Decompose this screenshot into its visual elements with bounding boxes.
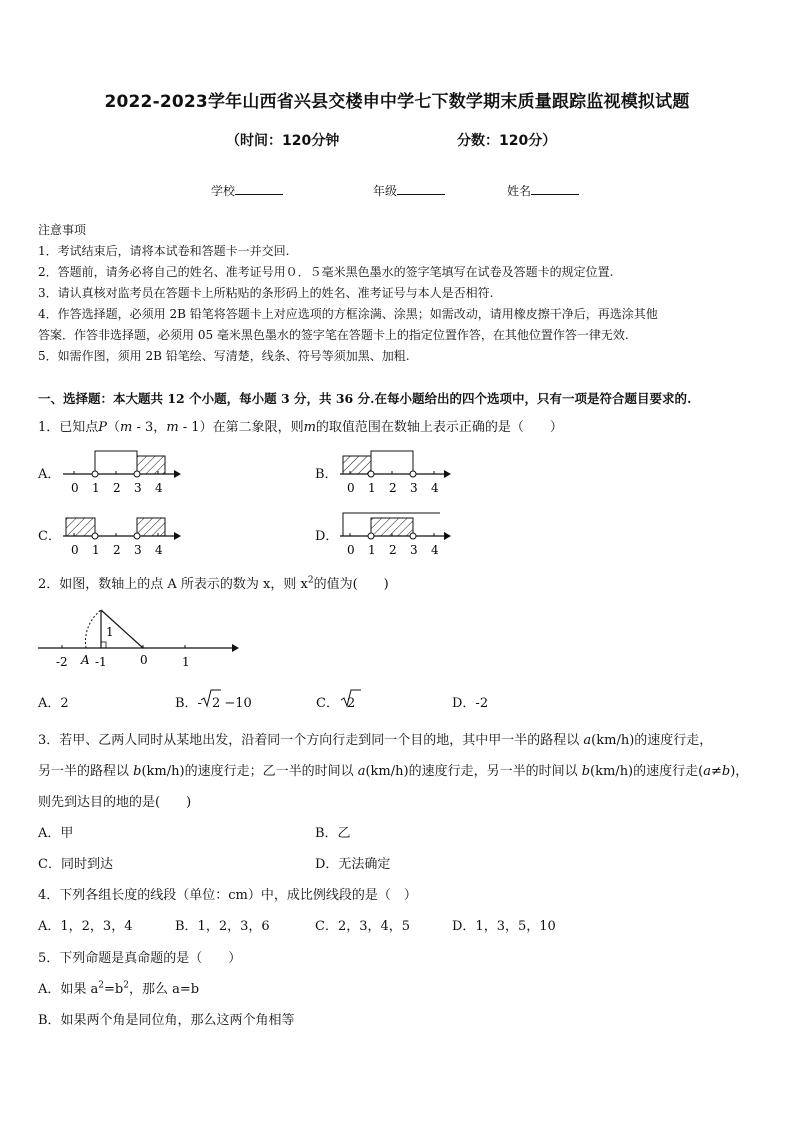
q5-text: ，那么 a=b bbox=[128, 982, 200, 997]
note-item: 答案．作答非选择题，必须用 05 毫米黑色墨水的签字笔在答题卡上的指定位置作答，在其他位置作答一律无效. bbox=[38, 328, 629, 342]
tick-label: -2 bbox=[56, 655, 68, 669]
note-item: 4．作答选择题，必须用 2B 铅笔将答题卡上对应选项的方框涂满、涂黑；如需改动，请用橡皮擦干净后，再选涂其他 bbox=[38, 307, 658, 321]
q3-text: (km/h)的速度行走( bbox=[590, 764, 704, 779]
q1-option-d-label: D． bbox=[315, 529, 339, 544]
q1-stem-a: 1．已知点 bbox=[38, 420, 99, 435]
exam-time: （时间：120分钟 bbox=[226, 133, 340, 149]
q4-option-b: B．1，2，3，6 bbox=[175, 919, 270, 934]
tick-label: 2 bbox=[113, 481, 121, 495]
tick-label: 4 bbox=[155, 481, 163, 495]
q3-line3: 则先到达目的地的是( ) bbox=[38, 795, 192, 810]
q3-condition: a≠b bbox=[703, 764, 731, 779]
note-item: 1．考试结束后，请将本试卷和答题卡一并交回. bbox=[38, 244, 290, 258]
q2-numberline-figure bbox=[38, 610, 239, 652]
tick-label: 0 bbox=[71, 543, 79, 557]
tick-label: 1 bbox=[368, 543, 376, 557]
q3-text: 3．若甲、乙两人同时从某地出发，沿着同一个方向行走到同一个目的地，其中甲一半的路程以 bbox=[38, 733, 584, 748]
q1-option-b-label: B． bbox=[315, 467, 338, 482]
notes-heading: 注意事项 bbox=[38, 223, 87, 237]
q3-var-b: b bbox=[133, 764, 142, 779]
q1-ticks-a bbox=[71, 481, 163, 495]
q2-option-c-radicand: 2 bbox=[346, 696, 356, 711]
tick-label: 3 bbox=[410, 481, 418, 495]
q3-option-b: B．乙 bbox=[315, 826, 351, 841]
q1-m: m bbox=[120, 420, 133, 435]
q1-numberline-d bbox=[340, 513, 451, 540]
q3-line1 bbox=[38, 729, 712, 748]
tick-label: 3 bbox=[134, 543, 142, 557]
tick-label: 1 bbox=[368, 481, 376, 495]
tick-label: 0 bbox=[347, 543, 355, 557]
q2-stem bbox=[38, 573, 389, 592]
q3-text: )， bbox=[730, 764, 749, 779]
q3-text: (km/h)的速度行走；乙一半的时间以 bbox=[141, 764, 358, 779]
q2-option-b-radicand: 2 bbox=[211, 696, 221, 711]
q2-option-b-pre: B．- bbox=[175, 696, 202, 711]
q1-ticks-d bbox=[347, 543, 439, 557]
q1-numberline-b bbox=[340, 451, 451, 478]
q2-option-c bbox=[316, 692, 355, 711]
tick-label: -1 bbox=[95, 655, 107, 669]
tick-label: 1 bbox=[92, 481, 100, 495]
tick-label: 2 bbox=[389, 543, 397, 557]
q3-line2 bbox=[38, 760, 748, 779]
q1-m: m bbox=[303, 420, 316, 435]
q2-option-c-pre: C． bbox=[316, 696, 339, 711]
tick-label: 2 bbox=[389, 481, 397, 495]
tick-label: 4 bbox=[431, 543, 439, 557]
q3-text: (km/h)的速度行走， bbox=[591, 733, 713, 748]
tick-label: 4 bbox=[431, 481, 439, 495]
tick-label: 0 bbox=[347, 481, 355, 495]
q4-option-c: C．2，3，4，5 bbox=[315, 919, 411, 934]
q3-var-b: b bbox=[581, 764, 591, 779]
q3-option-a: A．甲 bbox=[38, 826, 74, 841]
q3-text: 另一半的路程以 bbox=[38, 764, 134, 779]
q2-option-a: A．2 bbox=[38, 696, 69, 711]
note-item: 2．答题前，请务必将自己的姓名、准考证号用０．５毫米黑色墨水的签字笔填写在试卷及答题卡的规定位置. bbox=[38, 265, 614, 279]
q2-stem-a: 2．如图，数轴上的点 A 所表示的数为 x，则 x bbox=[38, 577, 308, 592]
grade-label: 年级 bbox=[373, 184, 398, 198]
q5-text: A．如果 a bbox=[38, 982, 99, 997]
q1-point-p: P bbox=[98, 420, 108, 435]
q2-option-d: D．-2 bbox=[452, 696, 489, 711]
q3-option-d: D．无法确定 bbox=[315, 857, 391, 872]
school-label: 学校 bbox=[211, 184, 236, 198]
tick-label: 3 bbox=[410, 543, 418, 557]
tick-label: 0 bbox=[71, 481, 79, 495]
q1-numberline-a bbox=[63, 451, 181, 478]
note-item: 3．请认真核对监考员在答题卡上所粘贴的条形码上的姓名、准考证号与本人是否相符. bbox=[38, 286, 494, 300]
section-heading: 一、选择题：本大题共 12 个小题，每小题 3 分，共 36 分.在每小题给出的四个选项中，只有一项是符合题目要求的. bbox=[38, 391, 692, 406]
q1-ticks-b bbox=[347, 481, 439, 495]
point-a-label: A bbox=[81, 653, 90, 667]
q5-option-b: B．如果两个角是同位角，那么这两个角相等 bbox=[38, 1013, 295, 1028]
name-label: 姓名 bbox=[507, 184, 532, 198]
tick-label: 2 bbox=[113, 543, 121, 557]
q2-sup: 2 bbox=[307, 575, 314, 586]
q3-var-a: a bbox=[357, 764, 366, 779]
q1-coords-a: （ bbox=[107, 420, 121, 435]
segment-length-label: 1 bbox=[106, 625, 114, 639]
q3-var-a: a bbox=[583, 733, 592, 748]
q1-m: m bbox=[166, 420, 179, 435]
tick-label: 0 bbox=[140, 653, 148, 667]
tick-label: 1 bbox=[92, 543, 100, 557]
q4-stem: 4．下列各组长度的线段（单位：cm）中，成比例线段的是（ ） bbox=[38, 888, 417, 903]
q2-stem-b: 的值为( ) bbox=[313, 577, 389, 592]
q1-stem-b: 的取值范围在数轴上表示正确的是（ ） bbox=[315, 420, 563, 435]
q1-coords-b: - 3， bbox=[132, 420, 167, 435]
q2-option-b bbox=[175, 692, 252, 711]
q1-ticks-c bbox=[71, 543, 163, 557]
q5-sup: 2 bbox=[98, 980, 105, 991]
tick-label: 3 bbox=[134, 481, 142, 495]
q5-stem: 5．下列命题是真命题的是（ ） bbox=[38, 951, 242, 966]
exam-score: 分数：120分） bbox=[457, 133, 557, 149]
q1-option-a-label: A． bbox=[38, 467, 61, 482]
note-item: 5．如需作图，须用 2B 铅笔绘、写清楚，线条、符号等须加黑、加粗. bbox=[38, 349, 410, 363]
q5-text: =b bbox=[104, 982, 124, 997]
q3-option-c: C．同时到达 bbox=[38, 857, 113, 872]
exam-title: 2022-2023学年山西省兴县交楼申中学七下数学期末质量跟踪监视模拟试题 bbox=[104, 92, 690, 112]
q4-option-a: A．1，2，3，4 bbox=[38, 919, 133, 934]
q2-option-b-post: −10 bbox=[220, 696, 252, 711]
q5-sup: 2 bbox=[123, 980, 129, 991]
tick-label: 1 bbox=[182, 655, 190, 669]
q1-numberline-c bbox=[63, 518, 181, 540]
q4-option-d: D．1，3，5，10 bbox=[452, 919, 556, 934]
q1-coords-c: - 1）在第二象限，则 bbox=[178, 420, 304, 435]
q5-option-a bbox=[38, 978, 199, 997]
q2-figure-labels bbox=[56, 625, 190, 669]
tick-label: 4 bbox=[155, 543, 163, 557]
q3-text: (km/h)的速度行走，另一半的时间以 bbox=[365, 764, 582, 779]
q1-option-c-label: C． bbox=[38, 529, 61, 544]
